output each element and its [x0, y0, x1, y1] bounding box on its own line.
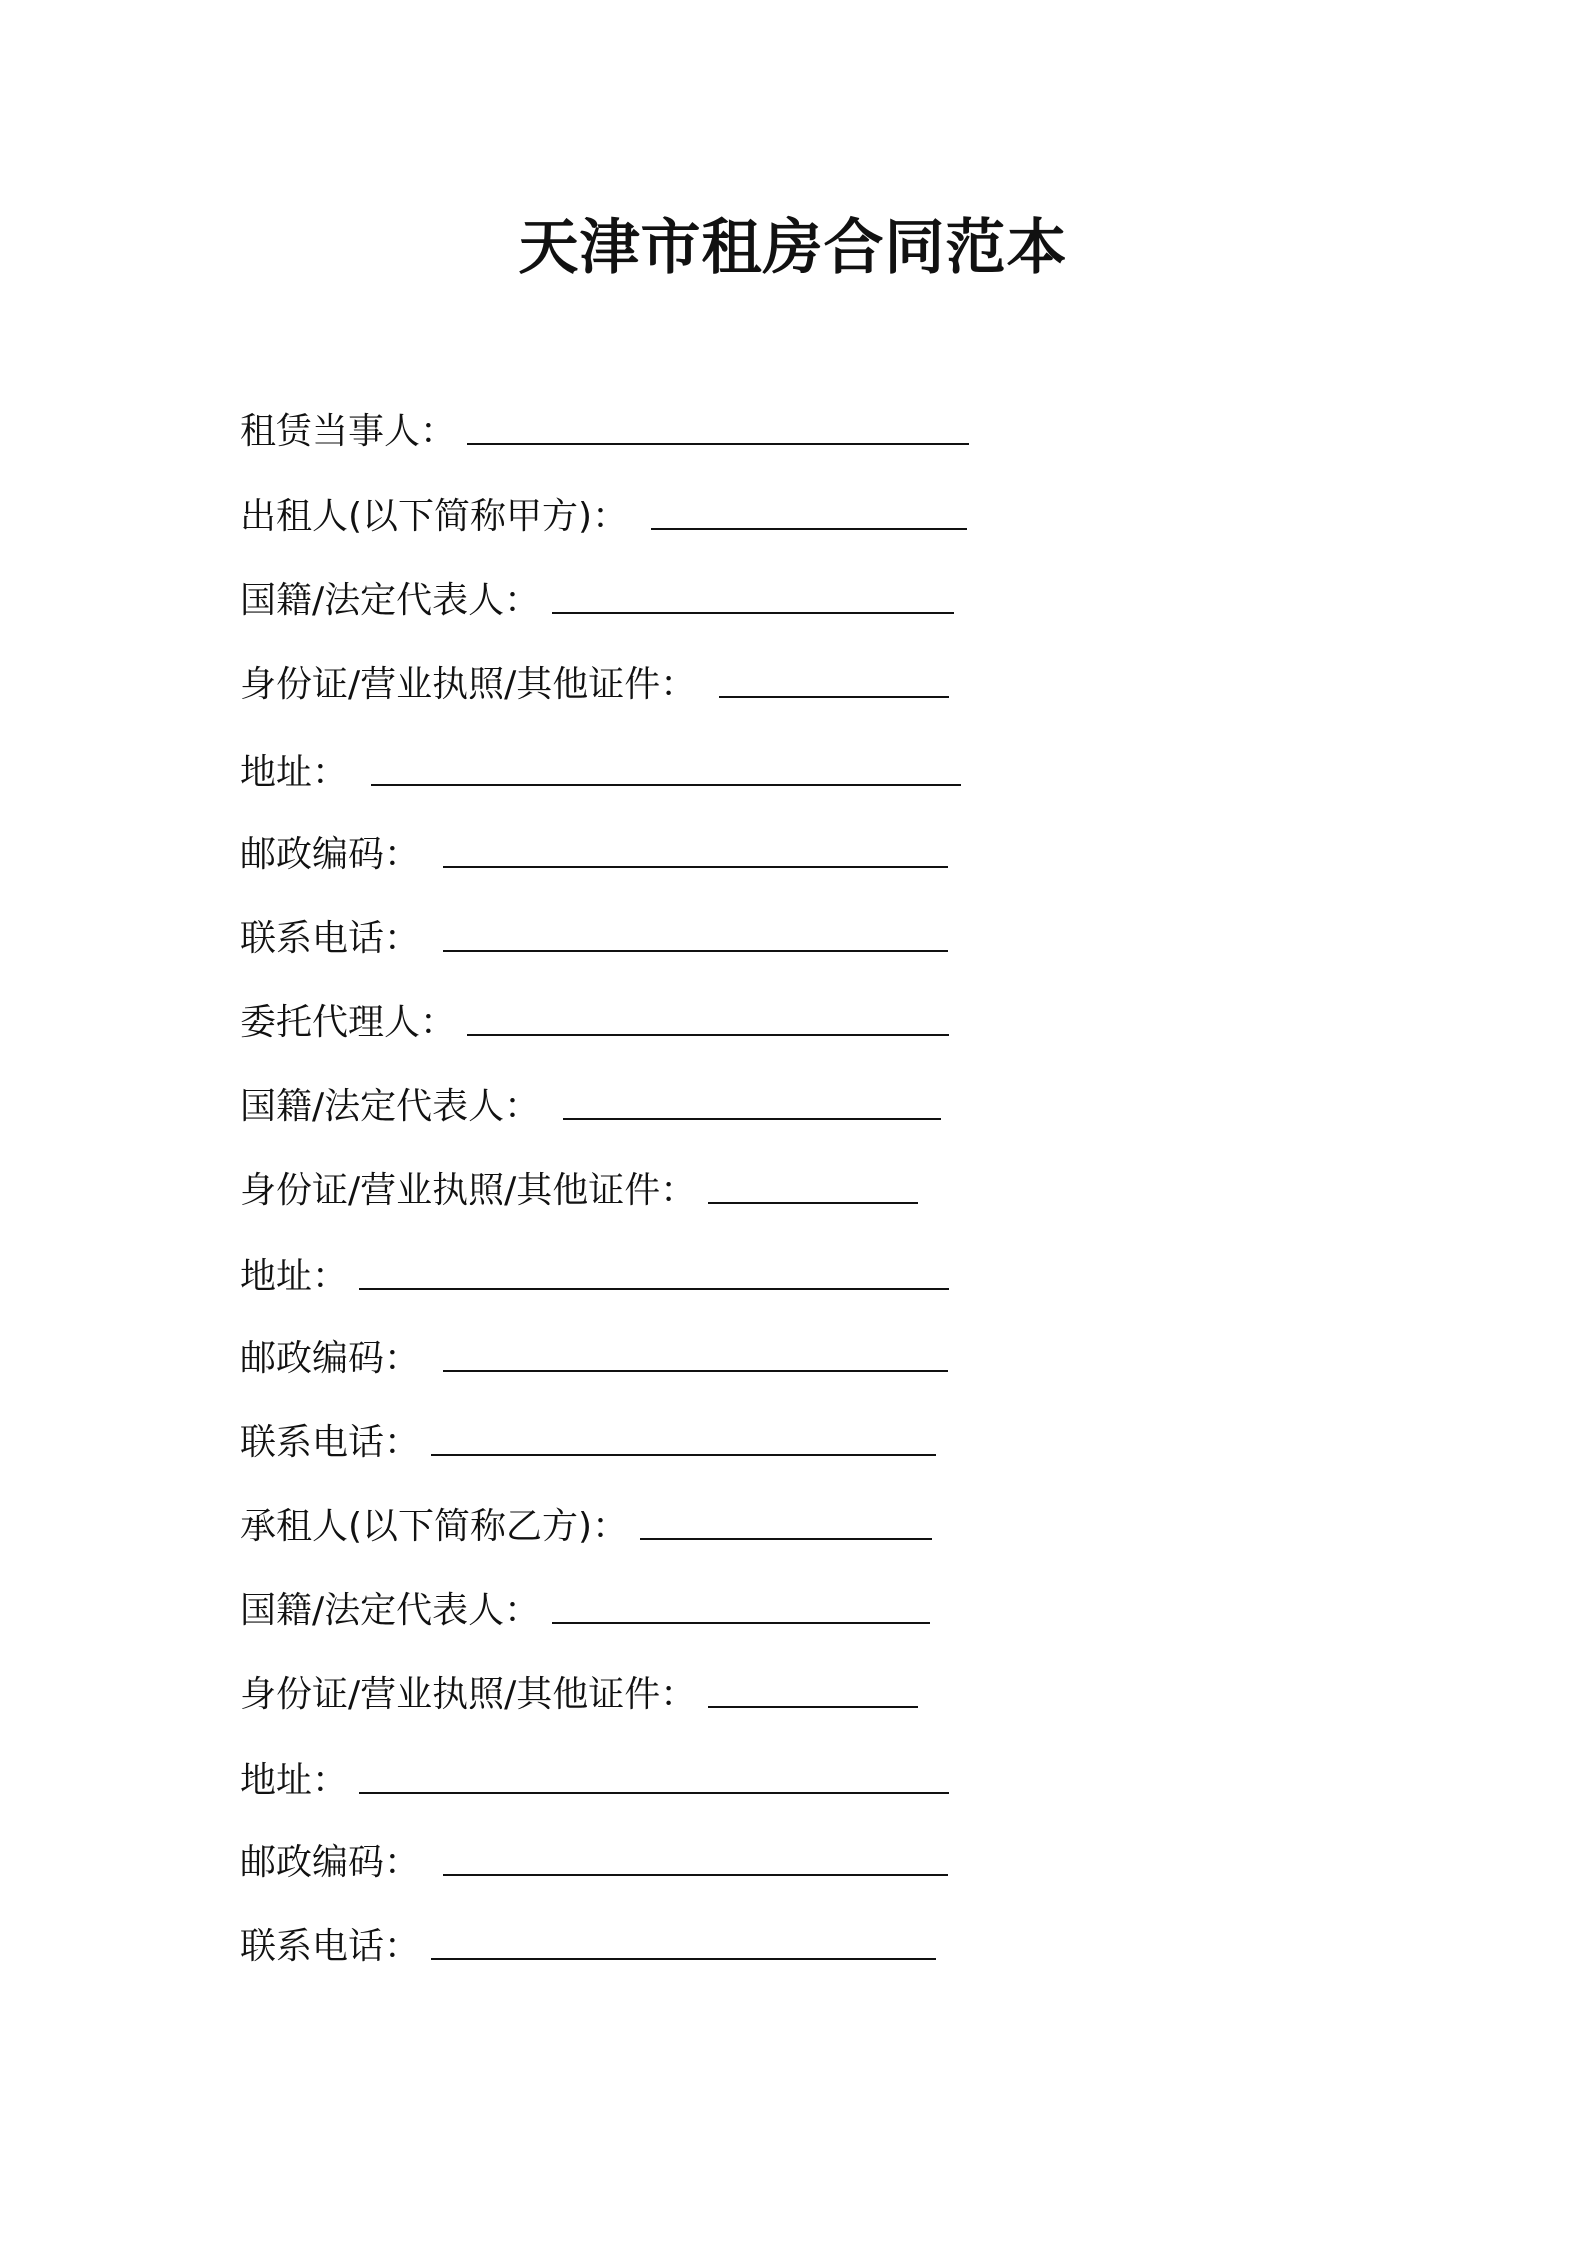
field-label: 国籍/法定代表人：: [240, 1086, 541, 1127]
field-label: 联系电话：: [240, 1926, 421, 1967]
fill-blank-line[interactable]: [467, 1004, 949, 1036]
field-row-agent: [240, 999, 949, 1047]
field-label: 国籍/法定代表人：: [240, 1590, 541, 1631]
field-row-lessee-phone: [240, 1923, 936, 1971]
document-title: 天津市租房合同范本: [518, 213, 1068, 283]
field-row-lease-parties: [240, 408, 969, 456]
fill-blank-line[interactable]: [708, 1172, 918, 1204]
fill-blank-line[interactable]: [431, 1928, 936, 1960]
fill-blank-line[interactable]: [359, 1258, 949, 1290]
field-row-agent-postcode: [240, 1335, 948, 1383]
field-row-lessor-nationality: [240, 577, 954, 625]
fill-blank-line[interactable]: [640, 1508, 932, 1540]
fill-blank-line[interactable]: [467, 413, 969, 445]
field-label: 地址：: [240, 1760, 349, 1801]
field-row-lessee: [240, 1503, 932, 1551]
fill-blank-line[interactable]: [443, 1340, 948, 1372]
field-row-agent-phone: [240, 1419, 936, 1467]
field-row-agent-id: [240, 1167, 918, 1215]
field-row-lessee-id: [240, 1671, 918, 1719]
field-row-lessee-address: [240, 1757, 949, 1805]
field-label: 国籍/法定代表人：: [240, 580, 541, 621]
field-label: 地址：: [240, 1256, 349, 1297]
fill-blank-line[interactable]: [552, 582, 954, 614]
field-row-lessor-postcode: [240, 831, 948, 879]
field-row-lessor-address: [240, 749, 961, 797]
fill-blank-line[interactable]: [359, 1762, 949, 1794]
fill-blank-line[interactable]: [552, 1592, 930, 1624]
field-label: 身份证/营业执照/其他证件：: [240, 664, 697, 705]
fill-blank-line[interactable]: [443, 1844, 948, 1876]
field-label: 身份证/营业执照/其他证件：: [240, 1170, 697, 1211]
field-label: 出租人(以下简称甲方)：: [240, 496, 629, 537]
field-row-lessor-phone: [240, 915, 948, 963]
field-row-lessor: [240, 493, 967, 541]
field-label: 身份证/营业执照/其他证件：: [240, 1674, 697, 1715]
field-label: 地址：: [240, 752, 349, 793]
fill-blank-line[interactable]: [443, 836, 948, 868]
field-label: 承租人(以下简称乙方)：: [240, 1506, 629, 1547]
field-label: 邮政编码：: [240, 834, 421, 875]
field-label: 邮政编码：: [240, 1842, 421, 1883]
field-row-agent-nationality: [240, 1083, 941, 1131]
fill-blank-line[interactable]: [443, 920, 948, 952]
fill-blank-line[interactable]: [719, 666, 949, 698]
field-label: 联系电话：: [240, 918, 421, 959]
field-label: 委托代理人：: [240, 1002, 457, 1043]
field-row-lessee-nationality: [240, 1587, 930, 1635]
fill-blank-line[interactable]: [563, 1088, 941, 1120]
fill-blank-line[interactable]: [651, 498, 967, 530]
fill-blank-line[interactable]: [431, 1424, 936, 1456]
field-row-lessor-id: [240, 661, 949, 709]
field-label: 邮政编码：: [240, 1338, 421, 1379]
fill-blank-line[interactable]: [371, 754, 961, 786]
field-label: 联系电话：: [240, 1422, 421, 1463]
fill-blank-line[interactable]: [708, 1676, 918, 1708]
field-label: 租赁当事人：: [240, 411, 457, 452]
field-row-lessee-postcode: [240, 1839, 948, 1887]
field-row-agent-address: [240, 1253, 949, 1301]
